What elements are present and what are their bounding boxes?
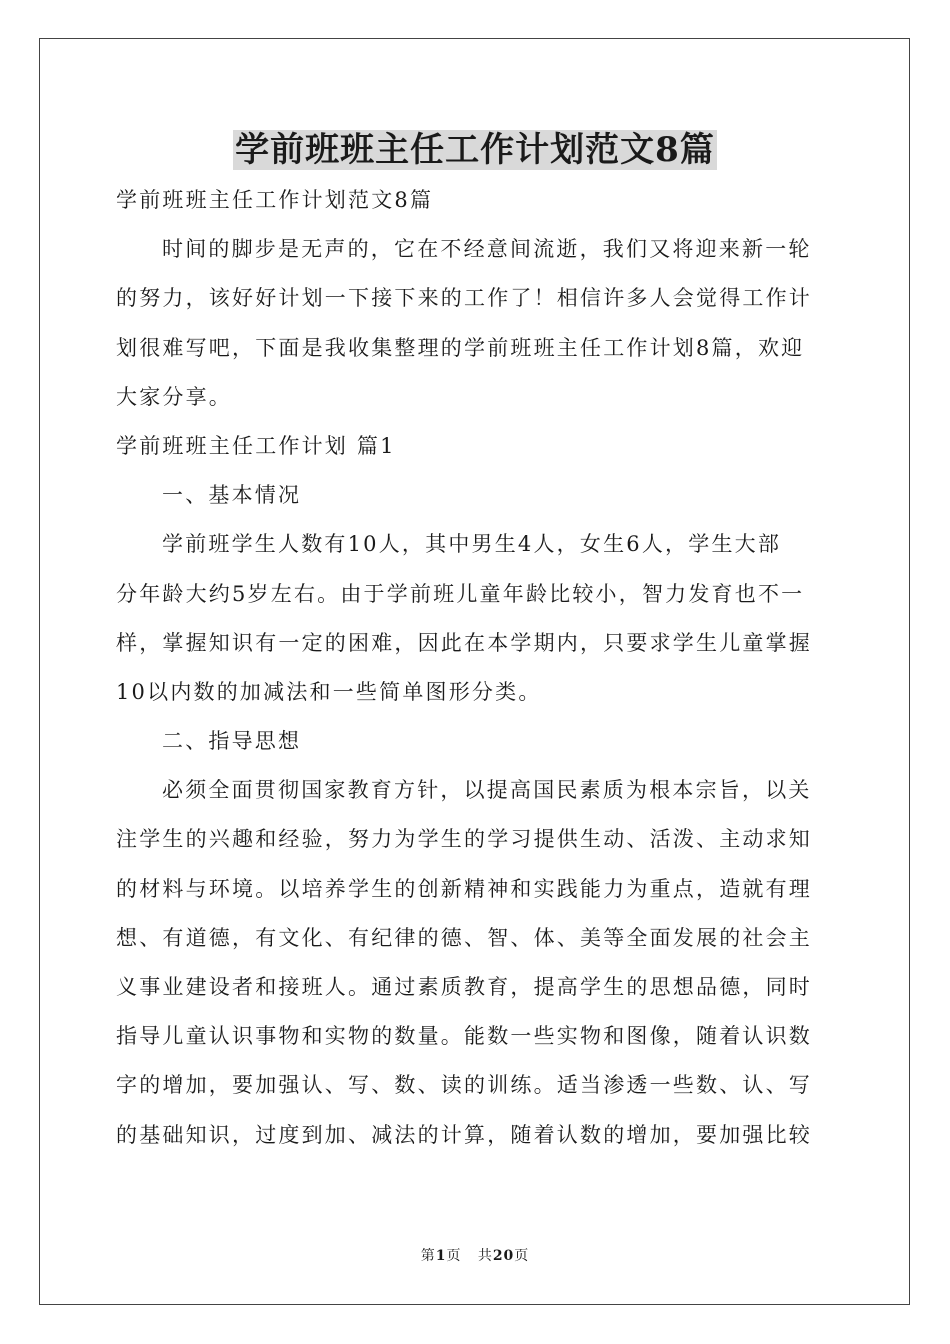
document-title-text: 学前班班主任工作计划范文8篇 (235, 130, 715, 170)
paragraph-line: 划很难写吧，下面是我收集整理的学前班班主任工作计划8篇，欢迎 (116, 335, 805, 360)
paragraph-line: 必须全面贯彻国家教育方针，以提高国民素质为根本宗旨，以关 (162, 778, 812, 803)
subsection-heading: 一、基本情况 (162, 483, 302, 508)
paragraph-line: 想、有道德，有文化、有纪律的德、智、体、美等全面发展的社会主 (116, 925, 812, 950)
page-number-current: 1 (435, 1248, 447, 1264)
paragraph-line: 的努力，该好好计划一下接下来的工作了！相信许多人会觉得工作计 (116, 286, 812, 311)
paragraph-line: 的材料与环境。以培养学生的创新精神和实践能力为重点，造就有理 (116, 876, 812, 901)
section-heading: 学前班班主任工作计划 篇1 (116, 433, 396, 458)
page-total-prefix: 共 (477, 1248, 493, 1264)
subtitle-line: 学前班班主任工作计划范文8篇 (116, 188, 434, 212)
paragraph-line: 的基础知识，过度到加、减法的计算，随着认数的增加，要加强比较 (116, 1122, 812, 1147)
paragraph-line: 注学生的兴趣和经验，努力为学生的学习提供生动、活泼、主动求知 (116, 827, 812, 852)
paragraph-line: 指导儿童认识事物和实物的数量。能数一些实物和图像，随着认识数 (116, 1024, 812, 1049)
page-number-suffix: 页 (446, 1248, 462, 1264)
page-footer (0, 1246, 950, 1266)
page-total: 20 (492, 1248, 515, 1264)
paragraph-line: 义事业建设者和接班人。通过素质教育，提高学生的思想品德，同时 (116, 975, 812, 999)
paragraph-line: 大家分享。 (116, 384, 232, 409)
paragraph-line: 分年龄大约5岁左右。由于学前班儿童年龄比较小，智力发育也不一 (116, 581, 805, 606)
paragraph-line: 字的增加，要加强认、写、数、读的训练。适当渗透一些数、认、写 (116, 1073, 812, 1098)
page-number-prefix: 第 (420, 1248, 436, 1264)
paragraph-line: 样，掌握知识有一定的困难，因此在本学期内，只要求学生儿童掌握 (116, 630, 812, 655)
document-body (116, 176, 836, 1160)
paragraph-line: 10以内数的加减法和一些简单图形分类。 (116, 679, 542, 704)
page-total-suffix: 页 (514, 1248, 530, 1264)
subsection-heading: 二、指导思想 (162, 729, 302, 754)
paragraph-line: 时间的脚步是无声的，它在不经意间流逝，我们又将迎来新一轮 (162, 237, 812, 262)
document-title (0, 124, 950, 176)
paragraph-line: 学前班学生人数有10人，其中男生4人，女生6人，学生大部 (162, 532, 782, 557)
